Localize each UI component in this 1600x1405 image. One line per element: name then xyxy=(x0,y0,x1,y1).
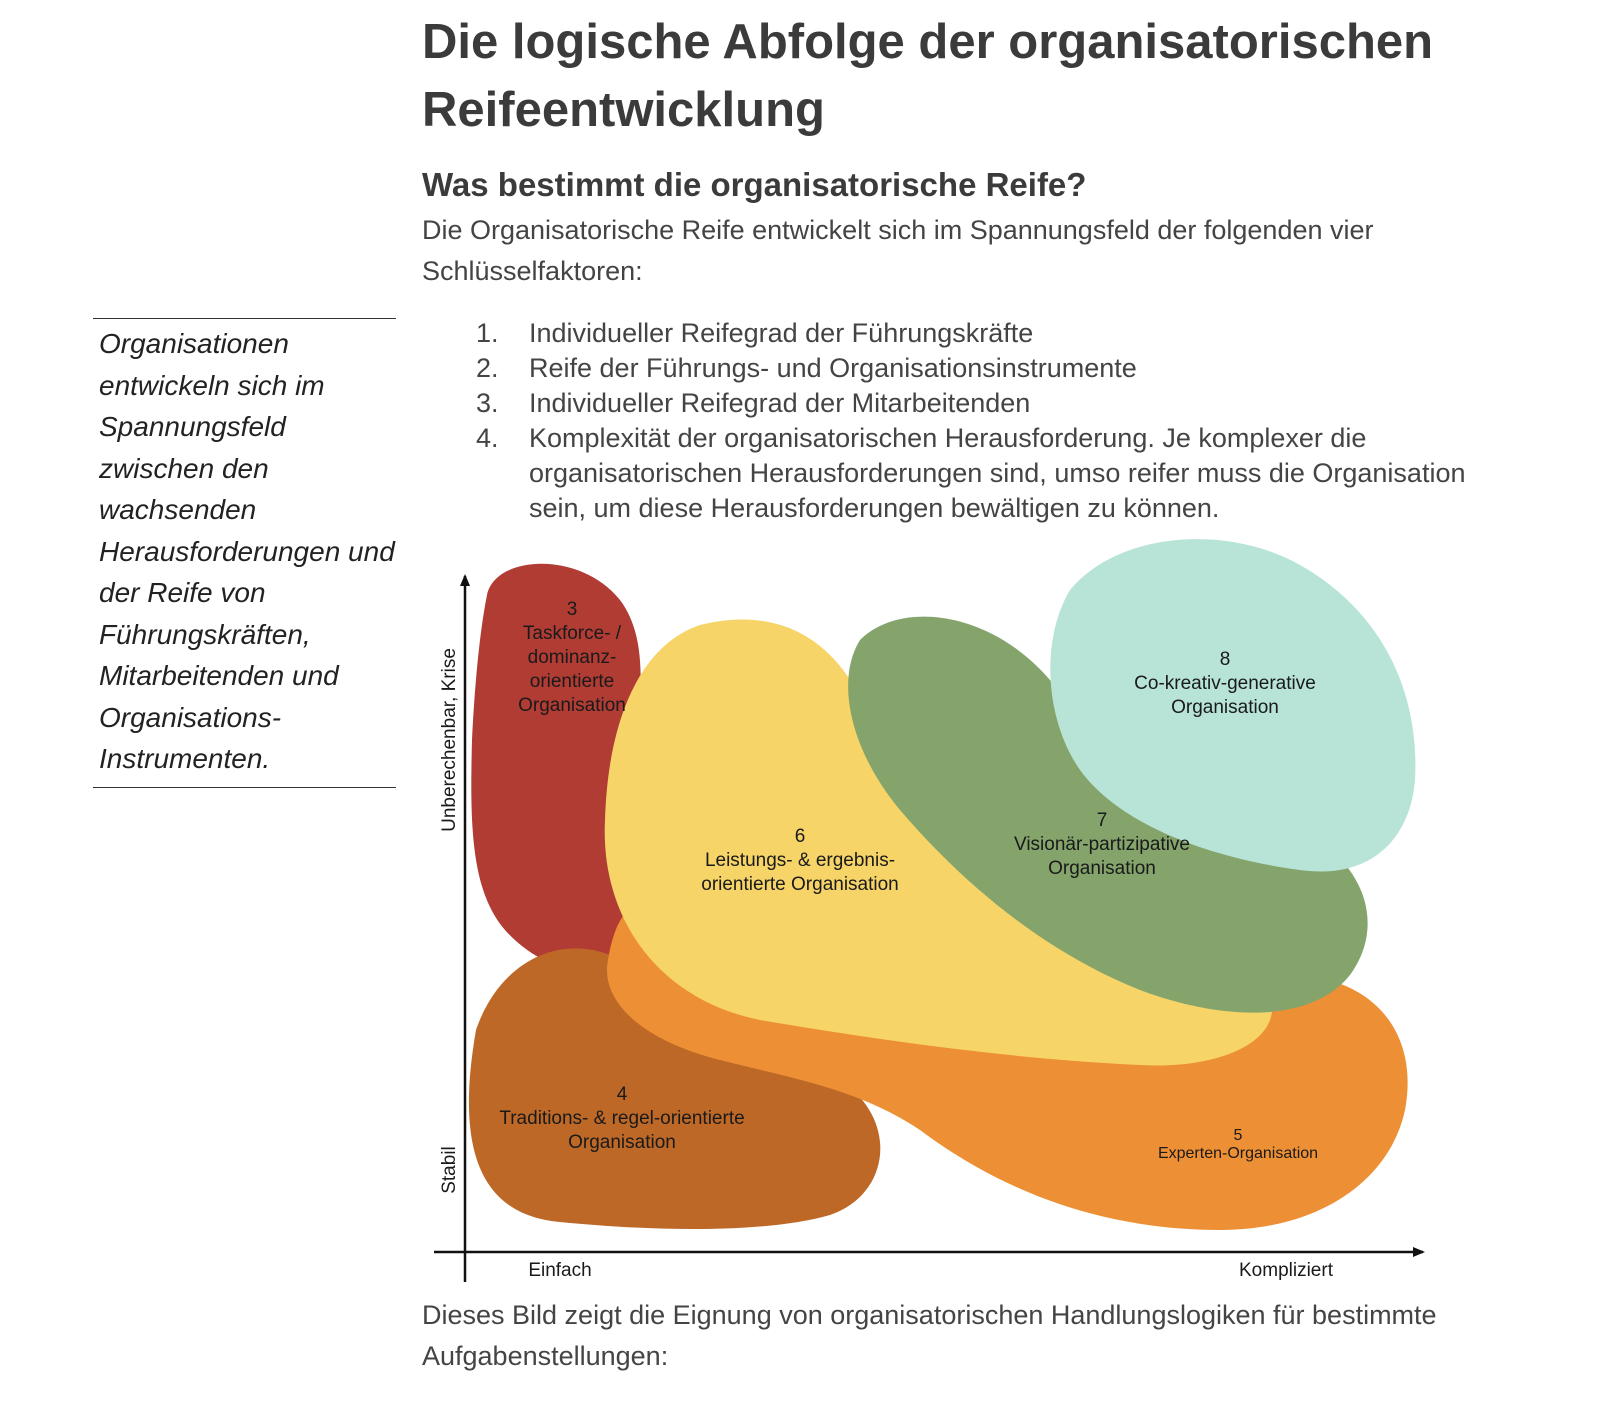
org7-line1: Visionär-partizipative xyxy=(1013,834,1191,855)
page-title: Die logische Abfolge der organisatorischen Reifeentwicklung xyxy=(422,15,1434,137)
y-axis-label-bottom: Stabil xyxy=(439,1146,460,1194)
org3-line1: Taskforce- / xyxy=(522,623,622,644)
list-item-text: Komplexität der organisatorischen Herausforderung. Je komplexer die organisatorischen Herausforderungen sind, umso reifer muss die Organisation sein, um diese Herausforderungen bewältigen zu können. xyxy=(529,423,1466,523)
org3-number: 3 xyxy=(566,599,578,620)
intro-paragraph: Die Organisatorische Reife entwickelt sich im Spannungsfeld der folgenden vier Schlüsselfaktoren: xyxy=(422,215,1374,286)
list-item xyxy=(422,421,1522,526)
x-axis-label-left: Einfach xyxy=(528,1260,592,1281)
list-item-text: Individueller Reifegrad der Führungskräfte xyxy=(529,318,1034,348)
org6-line1: Leistungs- & ergebnis- xyxy=(704,850,896,871)
sidenote-text: Organisationen entwickeln sich im Spannungsfeld zwischen den wachsenden Herausforderungen und der Reife von Führungskräften, Mitarbeitenden und Organisations-Instrumenten. xyxy=(99,328,395,774)
x-axis-label-right: Kompliziert xyxy=(1239,1260,1333,1281)
list-item-number: 1. xyxy=(476,318,499,348)
org4-line1: Traditions- & regel-orientierte xyxy=(499,1108,745,1129)
list-item xyxy=(422,316,1522,351)
list-item-number: 2. xyxy=(476,353,499,383)
org6-number: 6 xyxy=(794,826,806,847)
org4-line2: Organisation xyxy=(568,1132,676,1153)
org3-line4: Organisation xyxy=(518,695,626,716)
list-item-text: Reife der Führungs- und Organisationsinstrumente xyxy=(529,353,1137,383)
list-item-number: 3. xyxy=(476,388,499,418)
org3-line3: orientierte xyxy=(529,671,615,692)
org5-number: 5 xyxy=(1233,1127,1243,1144)
outro-paragraph: Dieses Bild zeigt die Eignung von organisatorischen Handlungslogiken für bestimmte Aufgabenstellungen: xyxy=(422,1300,1437,1371)
org5-line1: Experten-Organisation xyxy=(1157,1145,1319,1162)
organisation-maturity-diagram xyxy=(425,530,1425,1290)
org8-line1: Co-kreativ-generative xyxy=(1134,673,1316,694)
list-item xyxy=(422,386,1522,421)
key-factor-list xyxy=(422,316,1522,526)
org8-number: 8 xyxy=(1219,649,1231,670)
org8-line2: Organisation xyxy=(1171,697,1279,718)
sidenote xyxy=(93,318,396,788)
org6-line2: orientierte Organisation xyxy=(701,874,899,895)
list-item xyxy=(422,351,1522,386)
org7-number: 7 xyxy=(1096,810,1108,831)
org7-line2: Organisation xyxy=(1048,858,1156,879)
list-item-number: 4. xyxy=(476,423,499,453)
org3-line2: dominanz- xyxy=(527,647,617,668)
y-axis-label-top: Unberechenbar, Krise xyxy=(439,648,460,832)
section-heading: Was bestimmt die organisatorische Reife? xyxy=(422,166,1087,203)
org4-number: 4 xyxy=(616,1084,628,1105)
list-item-text: Individueller Reifegrad der Mitarbeitenden xyxy=(529,388,1031,418)
